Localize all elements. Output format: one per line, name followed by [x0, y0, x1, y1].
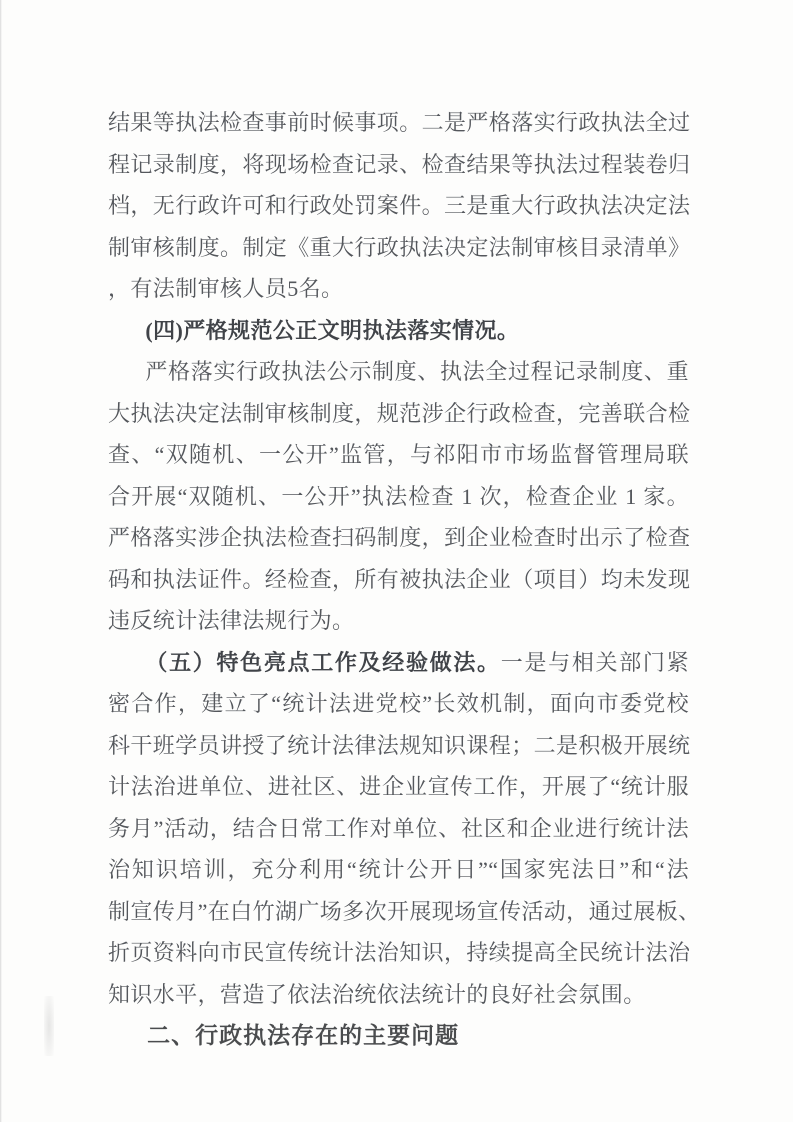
text-line: 大执法决定法制审核制度，规范涉企行政检查，完善联合检 — [108, 400, 691, 426]
section-heading-5: （五）特色亮点工作及经验做法。 — [145, 649, 501, 675]
text-line: 程记录制度，将现场检查记录、检查结果等执法过程装卷归 — [108, 151, 691, 177]
section-heading-4: (四)严格规范公正文明执法落实情况。 — [145, 317, 520, 343]
text-line: 查、“双随机、一公开”监管，与祁阳市市场监督管理局联 — [108, 442, 689, 467]
text-line: 务月”活动，结合日常工作对单位、社区和企业进行统计法 — [108, 815, 689, 841]
text-line: 计法治进单位、进社区、进企业宣传工作，开展了“统计服 — [108, 774, 689, 799]
text-line: 折页资料向市民宣传统计法治知识，持续提高全民统计法治 — [108, 940, 691, 965]
text-line: 制审核制度。制定《重大行政执法决定法制审核目录清单》 — [108, 234, 691, 260]
text-line: 制宣传月”在白竹湖广场多次开展现场宣传活动，通过展板、 — [108, 898, 701, 924]
scan-smudge-artifact — [44, 996, 54, 1056]
document-text-block — [108, 102, 701, 1057]
text-line: 治知识培训，充分利用“统计公开日”“国家宪法日”和“法 — [108, 857, 689, 882]
scan-edge-artifact — [0, 0, 2, 1122]
section-heading-2: 二、行政执法存在的主要问题 — [147, 1022, 460, 1048]
section-heading-5-line — [108, 642, 689, 684]
text-line: 知识水平，营造了依法治统依法统计的良好社会氛围。 — [108, 981, 646, 1007]
text-line: 档，无行政许可和行政处罚案件。三是重大行政执法决定法 — [108, 193, 691, 218]
text-line: 密合作，建立了“统计法进党校”长效机制，面向市委党校 — [108, 691, 689, 716]
text-line: 结果等执法检查事前时候事项。二是严格落实行政执法全过 — [108, 110, 691, 135]
text-line: 严格落实涉企执法检查扫码制度，到企业检查时出示了检查 — [108, 525, 691, 550]
text-line: 严格落实行政执法公示制度、执法全过程记录制度、重 — [145, 359, 689, 384]
text-line: ，有法制审核人员5名。 — [108, 276, 344, 301]
text-line: 科干班学员讲授了统计法律法规知识课程；二是积极开展统 — [108, 732, 691, 758]
text-segment: 一是与相关部门紧 — [500, 649, 689, 675]
text-line: 码和执法证件。经检查，所有被执法企业（项目）均未发现 — [108, 566, 691, 592]
text-line: 合开展“双随机、一公开”执法检查 1 次，检查企业 1 家。 — [108, 483, 689, 509]
text-line: 违反统计法律法规行为。 — [108, 608, 355, 633]
